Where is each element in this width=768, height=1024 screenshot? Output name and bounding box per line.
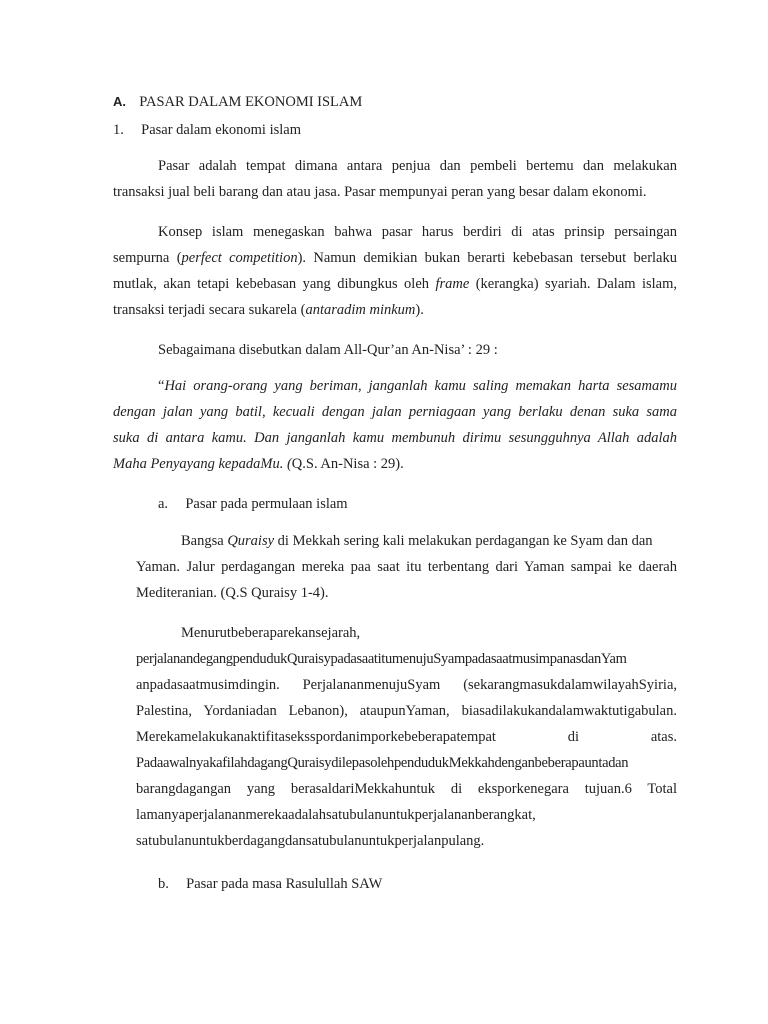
- italic-term: frame: [435, 276, 470, 292]
- text-span: ).: [415, 302, 424, 318]
- paragraph-line: Pasar adalah tempat dimana antara penjua dan pembeli bertemu dan melakukan: [158, 158, 677, 174]
- paragraph-line: [113, 297, 677, 323]
- paragraph-line: PadaawalnyakafilahdagangQuraisydilepasolehpendudukMekkahdenganbeberapauntadan: [136, 755, 629, 771]
- section-heading: [113, 89, 362, 115]
- subheading-number: 1.: [113, 122, 124, 138]
- paragraph-2: [113, 219, 677, 323]
- citation: Q.S. An-Nisa : 29).: [291, 456, 404, 472]
- paragraph-line: Menurutbeberaparekansejarah,: [181, 625, 361, 641]
- quote-mark: “: [158, 378, 165, 394]
- paragraph-line: Merekamelakukanaktifitaseksspordanimporkebeberapatempat di atas.: [136, 729, 677, 745]
- subsection-a-heading: [158, 491, 348, 517]
- subsection-title: Pasar pada permulaan islam: [185, 496, 348, 512]
- paragraph-line: Mediteranian. (Q.S Quraisy 1-4).: [136, 585, 329, 601]
- list-letter: b.: [158, 876, 169, 892]
- text-span: sempurna (: [113, 250, 182, 266]
- list-letter: a.: [158, 496, 169, 512]
- subsection-title: Pasar pada masa Rasulullah SAW: [186, 876, 383, 892]
- paragraph-line: perjalanandegangpendudukQuraisypadasaatitumenujuSyampadasaatmusimpanasdanYam: [136, 651, 627, 667]
- heading-text: PASAR DALAM EKONOMI ISLAM: [139, 94, 363, 110]
- quote-line: [113, 451, 677, 477]
- text-span: (kerangka) syariah. Dalam islam,: [469, 276, 677, 292]
- paragraph-line: Yaman. Jalur perdagangan mereka paa saat itu terbentang dari Yaman sampai ke daerah: [136, 559, 677, 575]
- text-span: ). Namun demikian bukan berarti kebebasan tersebut berlaku: [297, 250, 677, 266]
- paragraph-line: Palestina, Yordaniadan Lebanon), ataupunYaman, biasadilakukandalamwaktutigabulan.: [136, 703, 677, 719]
- subheading-text: Pasar dalam ekonomi islam: [141, 122, 301, 138]
- text-span: mutlak, akan tetapi kebebasan yang dibungkus oleh: [113, 276, 436, 292]
- italic-term: antaradim minkum: [305, 302, 416, 318]
- text-span: Maha Penyayang kepadaMu. (: [113, 456, 292, 472]
- paragraph-line: [113, 271, 677, 297]
- quote-line: dengan jalan yang batil, kecuali dengan jalan perniagaan yang berlaku denan suka sama: [113, 404, 677, 420]
- italic-term: Quraisy: [227, 533, 275, 549]
- paragraph-line: [113, 245, 677, 271]
- subsection-b-heading: [158, 871, 382, 897]
- paragraph-3: Sebagaimana disebutkan dalam All-Qur’an An-Nisa’ : 29 :: [158, 342, 498, 358]
- quran-quote: [113, 373, 677, 477]
- heading-letter: A.: [113, 94, 126, 109]
- quote-line: suka di antara kamu. Dan janganlah kamu membunuh dirimu sesungguhnya Allah adalah: [113, 430, 677, 446]
- paragraph-line: Konsep islam menegaskan bahwa pasar harus berdiri di atas prinsip persaingan: [158, 224, 677, 240]
- text-span: di Mekkah sering kali melakukan perdagangan ke Syam dan dan: [274, 533, 653, 549]
- subsection-heading: [113, 117, 301, 143]
- paragraph-line: satubulanuntukberdagangdansatubulanuntukperjalanpulang.: [136, 833, 485, 849]
- paragraph-line: [136, 528, 677, 554]
- paragraph-line: anpadasaatmusimdingin. PerjalananmenujuSyam (sekarangmasukdalamwilayahSyiria,: [136, 677, 677, 693]
- paragraph-line: transaksi jual beli barang dan atau jasa. Pasar mempunyai peran yang besar dalam ekonomi.: [113, 184, 647, 200]
- paragraph-1: [113, 153, 677, 205]
- text-span: Bangsa: [181, 533, 228, 549]
- quote-line: [113, 373, 677, 399]
- text-span: transaksi terjadi secara sukarela (: [113, 302, 306, 318]
- paragraph-line: lamanyaperjalananmerekaadalahsatubulanuntukperjalananberangkat,: [136, 807, 536, 823]
- paragraph-line: barangdagangan yang berasaldariMekkahuntuk di eksporkenegara tujuan.6 Total: [136, 781, 677, 797]
- paragraph-5: [136, 620, 677, 854]
- italic-term: perfect competition: [181, 250, 298, 266]
- text-span: Hai orang-orang yang beriman, janganlah kamu saling memakan harta sesamamu: [164, 378, 677, 394]
- paragraph-4: [136, 528, 677, 606]
